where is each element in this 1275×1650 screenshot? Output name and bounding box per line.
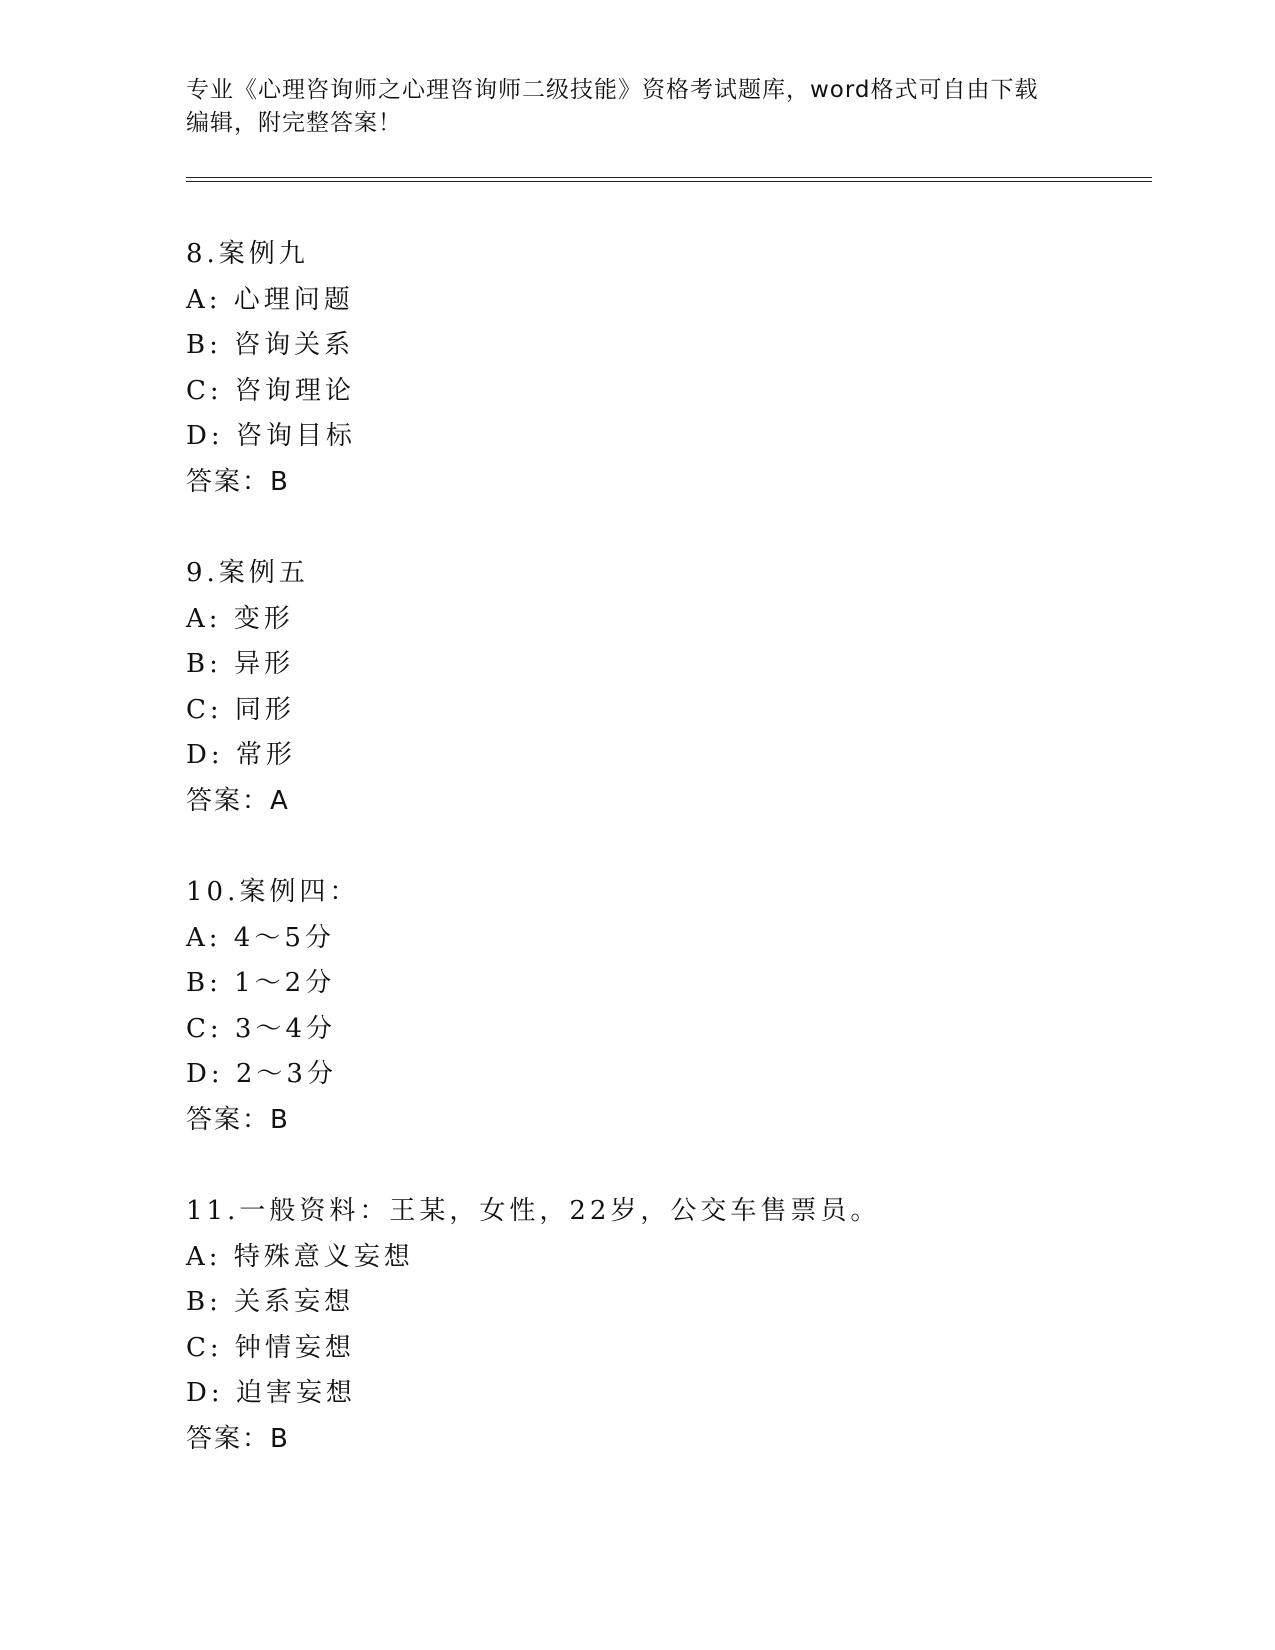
answer-line: 答案：A xyxy=(186,785,290,816)
option-c: C: 钟情妄想 xyxy=(186,1332,355,1363)
header-line-1: 专业《心理咨询师之心理咨询师二级技能》资格考试题库，word格式可自由下载 xyxy=(186,77,1039,103)
header-line-2: 编辑，附完整答案！ xyxy=(186,110,402,136)
header-divider xyxy=(186,177,1152,182)
option-d: D: 咨询目标 xyxy=(186,421,356,451)
question-title: 9.案例五 xyxy=(186,558,309,588)
question-title: 8.案例九 xyxy=(186,239,309,269)
answer-line: 答案：B xyxy=(186,1423,290,1454)
option-c: C: 咨询理论 xyxy=(186,375,355,406)
option-a: A: 特殊意义妄想 xyxy=(186,1241,414,1272)
question-9 xyxy=(186,551,1086,824)
option-d: D: 常形 xyxy=(186,740,296,770)
option-a: A: 心理问题 xyxy=(186,284,354,315)
document-header xyxy=(186,74,1086,140)
question-title: 11.一般资料：王某，女性，22岁，公交车售票员。 xyxy=(186,1196,881,1226)
question-10 xyxy=(186,870,1086,1143)
option-a: A: 4～5分 xyxy=(186,922,335,953)
option-b: B: 关系妄想 xyxy=(186,1287,355,1317)
option-d: D: 迫害妄想 xyxy=(186,1378,356,1408)
option-b: B: 异形 xyxy=(186,649,295,679)
question-8 xyxy=(186,232,1086,505)
option-c: C: 3～4分 xyxy=(186,1013,337,1044)
option-d: D: 2～3分 xyxy=(186,1059,337,1089)
question-11 xyxy=(186,1189,1086,1462)
answer-line: 答案：B xyxy=(186,466,290,497)
option-b: B: 咨询关系 xyxy=(186,330,355,360)
option-c: C: 同形 xyxy=(186,694,295,725)
option-a: A: 变形 xyxy=(186,603,294,634)
question-title: 10.案例四： xyxy=(186,877,360,907)
option-b: B: 1～2分 xyxy=(186,968,336,998)
answer-line: 答案：B xyxy=(186,1104,290,1135)
